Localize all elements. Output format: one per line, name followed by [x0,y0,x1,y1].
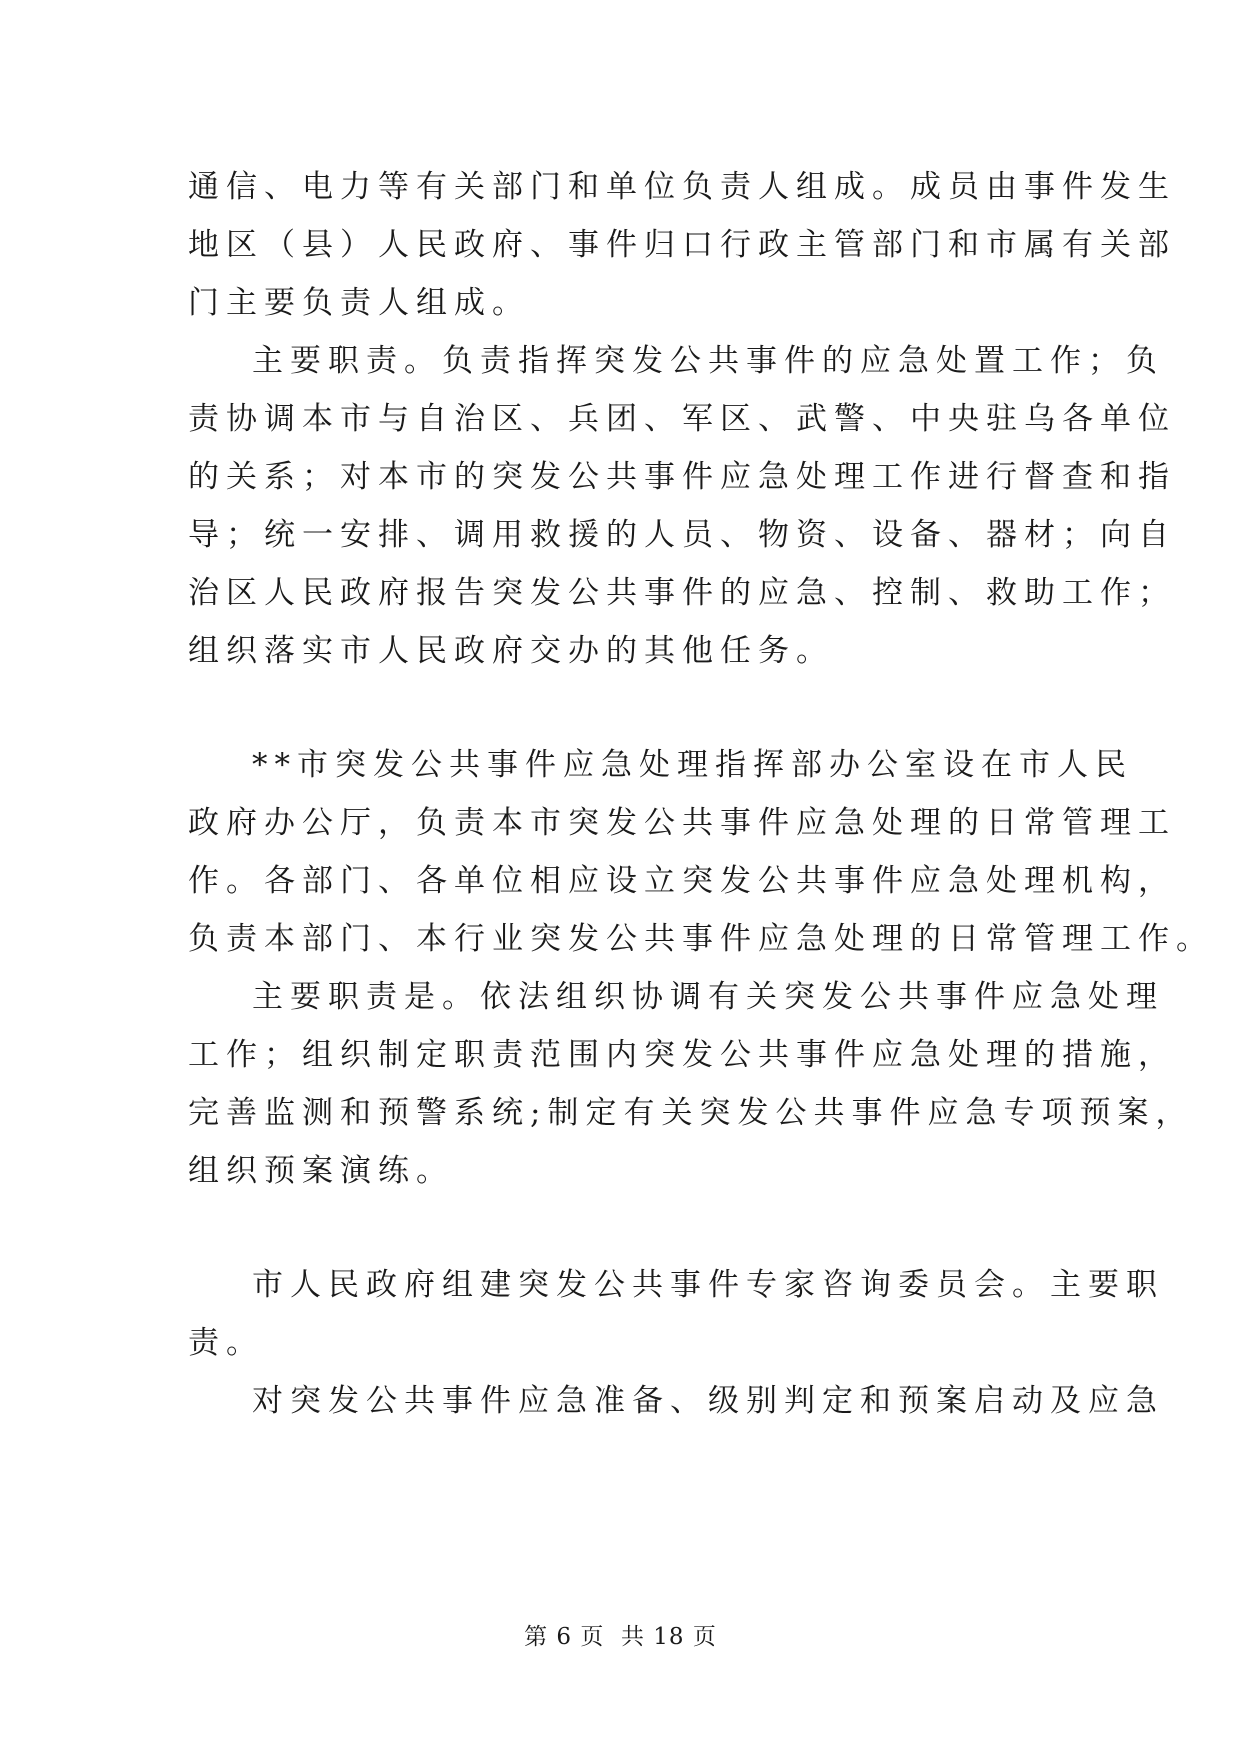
text-line: 工作；组织制定职责范围内突发公共事件应急处理的措施， [188,1037,1176,1073]
text-line: 责协调本市与自治区、兵团、军区、武警、中央驻乌各单位 [188,401,1176,437]
text-line: 主要职责。负责指挥突发公共事件的应急处置工作；负 [252,343,1164,379]
text-line: 治区人民政府报告突发公共事件的应急、控制、救助工作； [188,575,1176,611]
paragraph-gap [188,1200,1054,1256]
text-line: 负责本部门、本行业突发公共事件应急处理的日常管理工作。 [188,921,1214,957]
text-line: 市人民政府组建突发公共事件专家咨询委员会。主要职 [252,1267,1164,1303]
paragraph [188,968,1194,1200]
text-line: 主要职责是。依法组织协调有关突发公共事件应急处理 [252,979,1164,1015]
text-line: **市突发公共事件应急处理指挥部办公室设在市人民 [252,747,1133,783]
paragraph-gap [188,680,1054,736]
paragraph [188,1256,1164,1372]
text-line: 组织落实市人民政府交办的其他任务。 [188,633,834,669]
text-line: 的关系；对本市的突发公共事件应急处理工作进行督查和指 [188,459,1176,495]
paragraph [188,1372,1164,1430]
paragraph [188,736,1214,968]
text-line: 对突发公共事件应急准备、级别判定和预案启动及应急 [252,1383,1164,1419]
text-line: 门主要负责人组成。 [188,285,530,321]
paragraph [188,332,1176,680]
text-line: 作。各部门、各单位相应设立突发公共事件应急处理机构， [188,863,1176,899]
text-line: 完善监测和预警系统;制定有关突发公共事件应急专项预案， [188,1095,1194,1131]
text-line: 责。 [188,1325,264,1361]
text-line: 地区（县）人民政府、事件归口行政主管部门和市属有关部 [188,227,1176,263]
page-footer [0,1622,1241,1652]
text-line: 通信、电力等有关部门和单位负责人组成。成员由事件发生 [188,169,1176,205]
text-line: 导；统一安排、调用救援的人员、物资、设备、器材；向自 [188,517,1176,553]
document-body [188,158,1214,1430]
paragraph [188,158,1176,332]
text-line: 组织预案演练。 [188,1153,454,1189]
page-number: 第 6 页 共 18 页 [524,1624,717,1650]
text-line: 政府办公厅，负责本市突发公共事件应急处理的日常管理工 [188,805,1176,841]
